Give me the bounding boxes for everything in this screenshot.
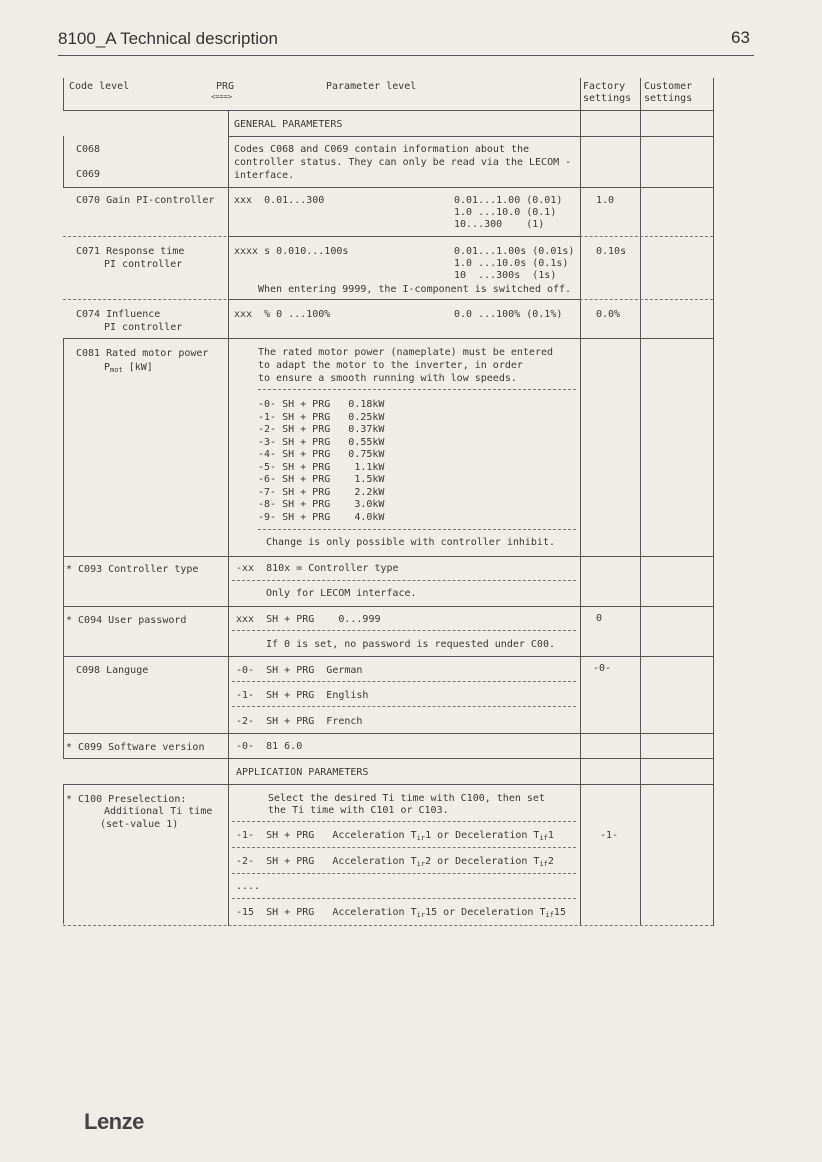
c068-text-line: Codes C068 and C069 contain information about the (234, 144, 530, 155)
row-rule (63, 110, 713, 111)
code-c100-desc: (set-value 1) (100, 819, 179, 830)
table-border-left (63, 78, 64, 110)
header-rule (58, 55, 754, 56)
c074-factory-setting: 0.0% (596, 309, 621, 320)
row-rule (63, 656, 713, 657)
code-c099: * C099 Software version (66, 742, 205, 753)
code-c068: C068 (76, 144, 101, 155)
col-header-code-level: Code level (69, 81, 130, 92)
row-rule (228, 136, 713, 137)
c081-option: -0- SH + PRG 0.18kW (258, 399, 385, 410)
c071-range: xxxx s 0.010...100s (234, 246, 349, 257)
c081-option: -2- SH + PRG 0.37kW (258, 424, 385, 435)
c081-option: -9- SH + PRG 4.0kW (258, 511, 385, 523)
c098-option: -1- SH + PRG English (236, 690, 369, 701)
c081-intro: to ensure a smooth running with low speeds. (258, 373, 517, 384)
table-border-left (63, 338, 64, 758)
col-header-customer-2: settings (644, 93, 693, 104)
inner-rule-dashed (232, 873, 576, 874)
inner-rule-dashed (232, 681, 576, 682)
c098-factory-setting: -0- (593, 663, 612, 674)
c099-value: -0- 81 6.0 (236, 741, 303, 752)
c081-intro: to adapt the motor to the inverter, in order (258, 360, 523, 371)
row-rule (63, 784, 713, 785)
col-header-customer: Customer (644, 81, 693, 92)
row-rule (63, 556, 713, 557)
code-c081: C081 Rated motor power (76, 348, 209, 359)
c098-option: -2- SH + PRG French (236, 716, 363, 727)
code-c074-desc: PI controller (104, 322, 183, 333)
col-header-parameter-level: Parameter level (326, 81, 417, 92)
column-divider (228, 110, 229, 926)
c070-resolution: 1.0 ...10.0 (0.1) (454, 207, 557, 218)
c100-factory-setting: -1- (600, 830, 619, 841)
col-header-prg: PRG (216, 81, 235, 92)
inner-rule-dashed (232, 821, 576, 822)
row-rule (63, 733, 713, 734)
c100-option: -1- SH + PRG Acceleration $T_{ir}1$ or Deceleration $T_{if}1$ (236, 830, 554, 842)
c068-text-line: interface. (234, 170, 295, 181)
table-border-left (63, 136, 64, 188)
code-c071: C071 Response time (76, 246, 185, 257)
code-c071-desc: PI controller (104, 259, 183, 270)
c100-option: -15 SH + PRG Acceleration $T_{ir}15$ or Deceleration $T_{if}15$ (236, 907, 566, 919)
row-rule (228, 299, 580, 300)
row-rule (63, 338, 713, 339)
section-general-parameters: GENERAL PARAMETERS (234, 119, 343, 130)
row-rule (63, 187, 713, 188)
row-rule-dashed (63, 925, 713, 926)
col-header-factory: Factory (583, 81, 626, 92)
section-application-parameters: APPLICATION PARAMETERS (236, 767, 369, 778)
c094-range: xxx SH + PRG 0...999 (236, 614, 381, 625)
c100-ellipsis: .... (236, 881, 261, 892)
c081-option: -7- SH + PRG 2.2kW (258, 486, 385, 498)
document-title: 8100_A Technical description (58, 29, 278, 48)
code-c069: C069 (76, 169, 101, 180)
code-c093: * C093 Controller type (66, 564, 199, 575)
code-c081-unit: $P_{mot}$ [kW] (104, 362, 153, 374)
lenze-logo: Lenze (84, 1109, 144, 1134)
c070-resolution: 0.01...1.00 (0.01) (454, 195, 563, 206)
c071-resolution: 10 ...300s (1s) (454, 270, 557, 281)
c070-range: xxx 0.01...300 (234, 195, 325, 206)
c081-option: -4- SH + PRG 0.75kW (258, 449, 385, 460)
col-header-prg-arrows: <===> (211, 93, 233, 101)
code-c070: C070 Gain PI-controller (76, 195, 215, 206)
c094-factory-setting: 0 (596, 613, 603, 624)
c081-note: Change is only possible with controller inhibit. (266, 537, 555, 548)
c070-resolution: 10...300 (1) (454, 219, 545, 230)
c100-option: -2- SH + PRG Acceleration $T_{ir}2$ or Deceleration $T_{if}2$ (236, 856, 554, 868)
column-divider (580, 78, 581, 926)
col-header-factory-2: settings (583, 93, 632, 104)
c070-factory-setting: 1.0 (596, 195, 615, 206)
row-rule (63, 758, 713, 759)
c081-option: -6- SH + PRG 1.5kW (258, 474, 385, 485)
inner-rule-dashed (232, 630, 576, 631)
column-divider (640, 78, 641, 926)
table-border-left (63, 784, 64, 924)
c100-intro: the Ti time with C101 or C103. (268, 805, 449, 816)
c081-option: -1- SH + PRG 0.25kW (258, 411, 385, 423)
c098-option: -0- SH + PRG German (236, 665, 363, 676)
inner-rule-dashed (232, 706, 576, 707)
code-c100-desc: Additional Ti time (104, 806, 213, 817)
inner-rule-dashed (258, 529, 576, 530)
c071-resolution: 1.0 ...10.0s (0.1s) (454, 258, 569, 269)
table-border-right (713, 78, 714, 926)
c100-intro: Select the desired Ti time with C100, then set (268, 793, 545, 804)
code-c074: C074 Influence (76, 309, 161, 320)
c071-resolution: 0.01...1.00s (0.01s) (454, 246, 575, 257)
inner-rule-dashed (232, 580, 576, 581)
c068-text-line: controller status. They can only be read via the LECOM - (234, 157, 572, 168)
c074-resolution: 0.0 ...100% (0.1%) (454, 309, 563, 320)
c071-factory-setting: 0.10s (596, 246, 627, 257)
row-rule (63, 606, 713, 607)
c081-intro: The rated motor power (nameplate) must be entered (258, 347, 554, 358)
code-c094: * C094 User password (66, 615, 187, 626)
code-c100: * C100 Preselection: (66, 794, 187, 805)
c081-option: -5- SH + PRG 1.1kW (258, 461, 385, 473)
inner-rule-dashed (232, 898, 576, 899)
inner-rule-dashed (232, 847, 576, 848)
page-number: 63 (731, 28, 750, 47)
code-c098: C098 Languge (76, 665, 149, 676)
inner-rule-dashed (258, 389, 576, 390)
row-rule (228, 236, 580, 237)
c074-range: xxx % 0 ...100% (234, 309, 331, 320)
c094-note: If 0 is set, no password is requested under C00. (266, 639, 555, 650)
c093-value: -xx 810x = Controller type (236, 563, 399, 574)
c071-note: When entering 9999, the I-component is switched off. (258, 284, 572, 295)
c081-option: -8- SH + PRG 3.0kW (258, 499, 385, 510)
c081-option: -3- SH + PRG 0.55kW (258, 436, 385, 448)
c093-note: Only for LECOM interface. (266, 588, 417, 599)
